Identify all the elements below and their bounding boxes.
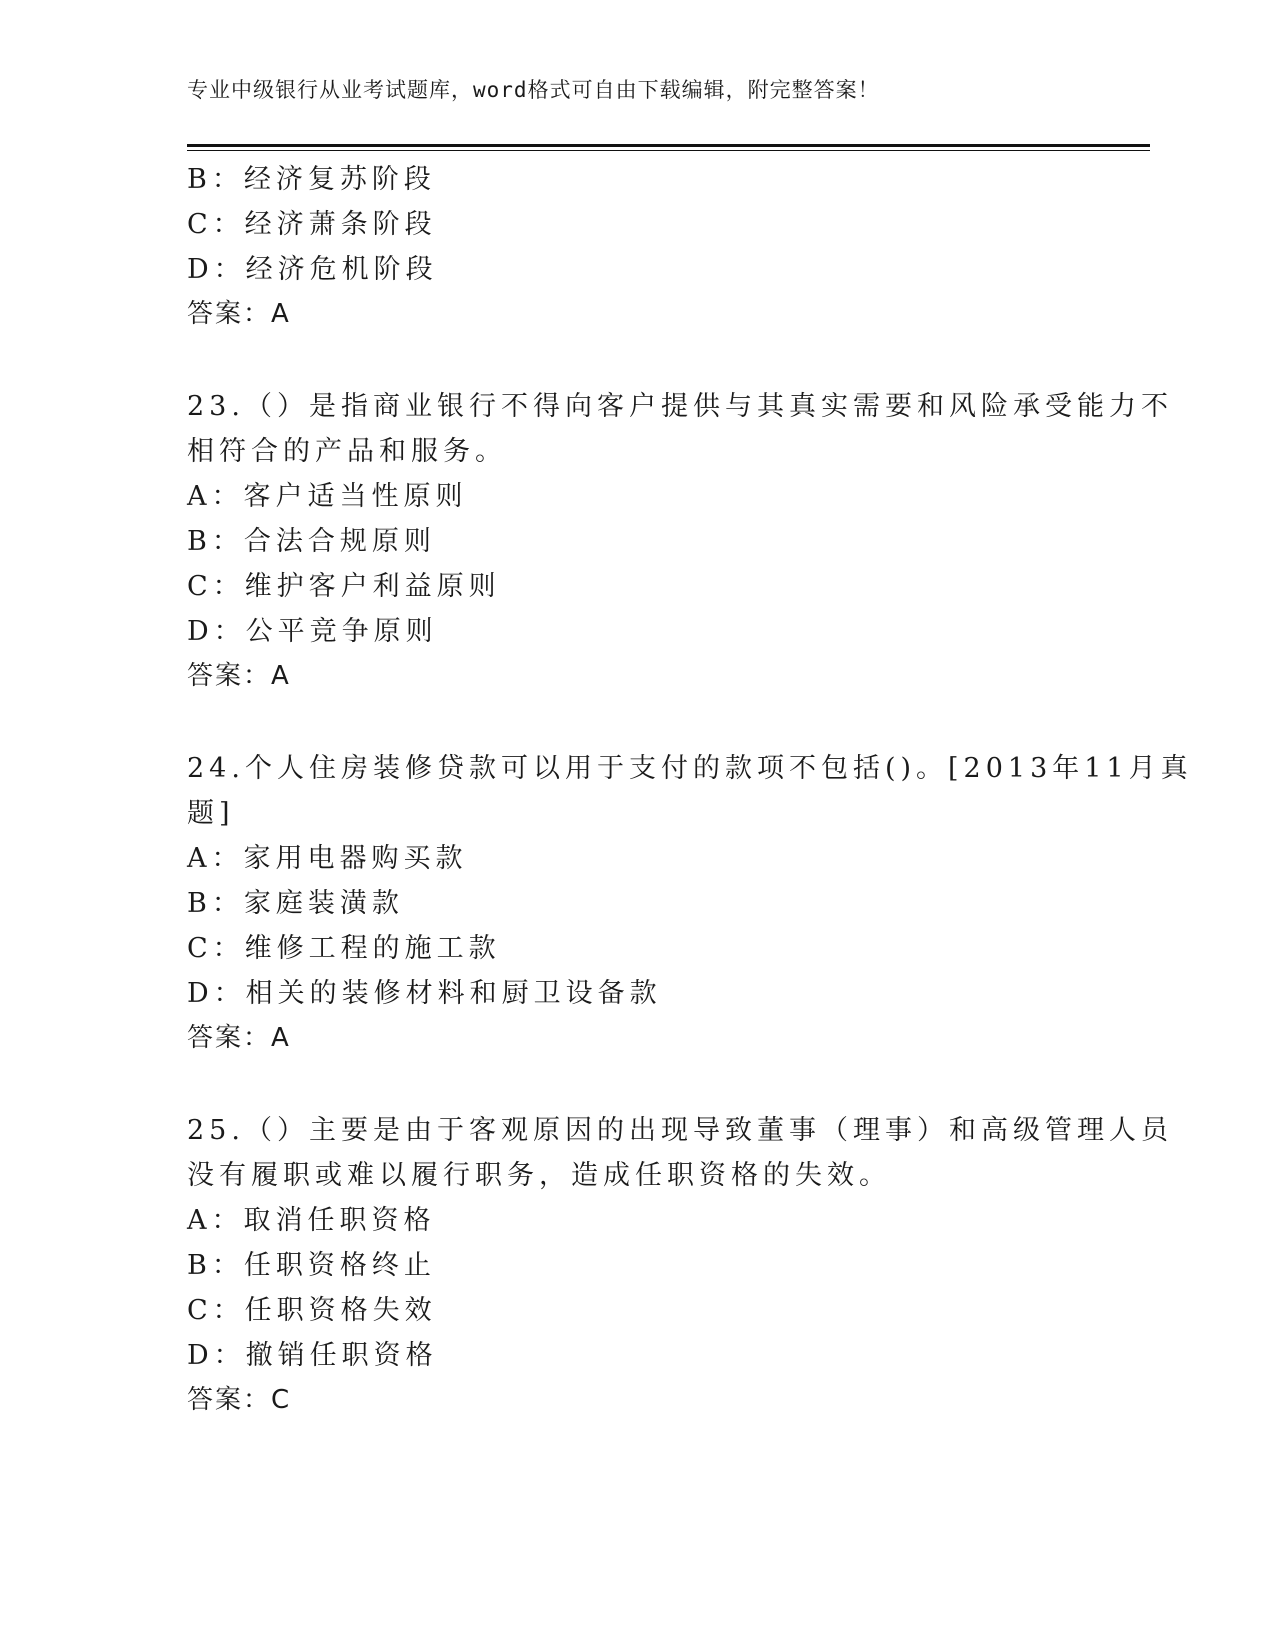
question-stem-line: 题] [187,798,235,829]
question-stem-line: 25.（）主要是由于客观原因的出现导致董事（理事）和高级管理人员 [187,1115,1173,1146]
previous-question-tail [187,157,1087,337]
option-c: C：维修工程的施工款 [187,933,501,964]
option-a: A：家用电器购买款 [187,843,468,874]
option-c: C：任职资格失效 [187,1295,437,1326]
answer-line: 答案：C [187,1385,292,1415]
question-25 [187,1108,1173,1423]
option-b: B：任职资格终止 [187,1250,436,1281]
page-header: 专业中级银行从业考试题库，word格式可自由下载编辑，附完整答案！ [187,78,880,102]
document-body [187,157,1193,1423]
option-b: B：家庭装潢款 [187,888,404,919]
option-d: D：相关的装修材料和厨卫设备款 [187,978,662,1009]
option-d: D：撤销任职资格 [187,1340,438,1371]
question-stem-line: 相符合的产品和服务。 [187,436,507,467]
option-b: B：经济复苏阶段 [187,164,436,195]
option-d: D：公平竞争原则 [187,616,438,647]
option-d: D：经济危机阶段 [187,254,438,285]
option-b: B：合法合规原则 [187,526,436,557]
question-23 [187,384,1173,699]
option-c: C：经济萧条阶段 [187,209,437,240]
question-stem-line: 23.（）是指商业银行不得向客户提供与其真实需要和风险承受能力不 [187,391,1173,422]
question-stem-line: 没有履职或难以履行职务，造成任职资格的失效。 [187,1160,891,1191]
answer-line: 答案：A [187,299,291,329]
option-a: A：客户适当性原则 [187,481,468,512]
answer-line: 答案：A [187,661,291,691]
header-rule-thin [187,150,1150,151]
answer-line: 答案：A [187,1023,291,1053]
question-stem-line: 24.个人住房装修贷款可以用于支付的款项不包括()。[2013年11月真 [187,753,1193,784]
header-rule-thick [187,144,1150,147]
option-c: C：维护客户利益原则 [187,571,501,602]
question-24 [187,746,1193,1061]
option-a: A：取消任职资格 [187,1205,436,1236]
